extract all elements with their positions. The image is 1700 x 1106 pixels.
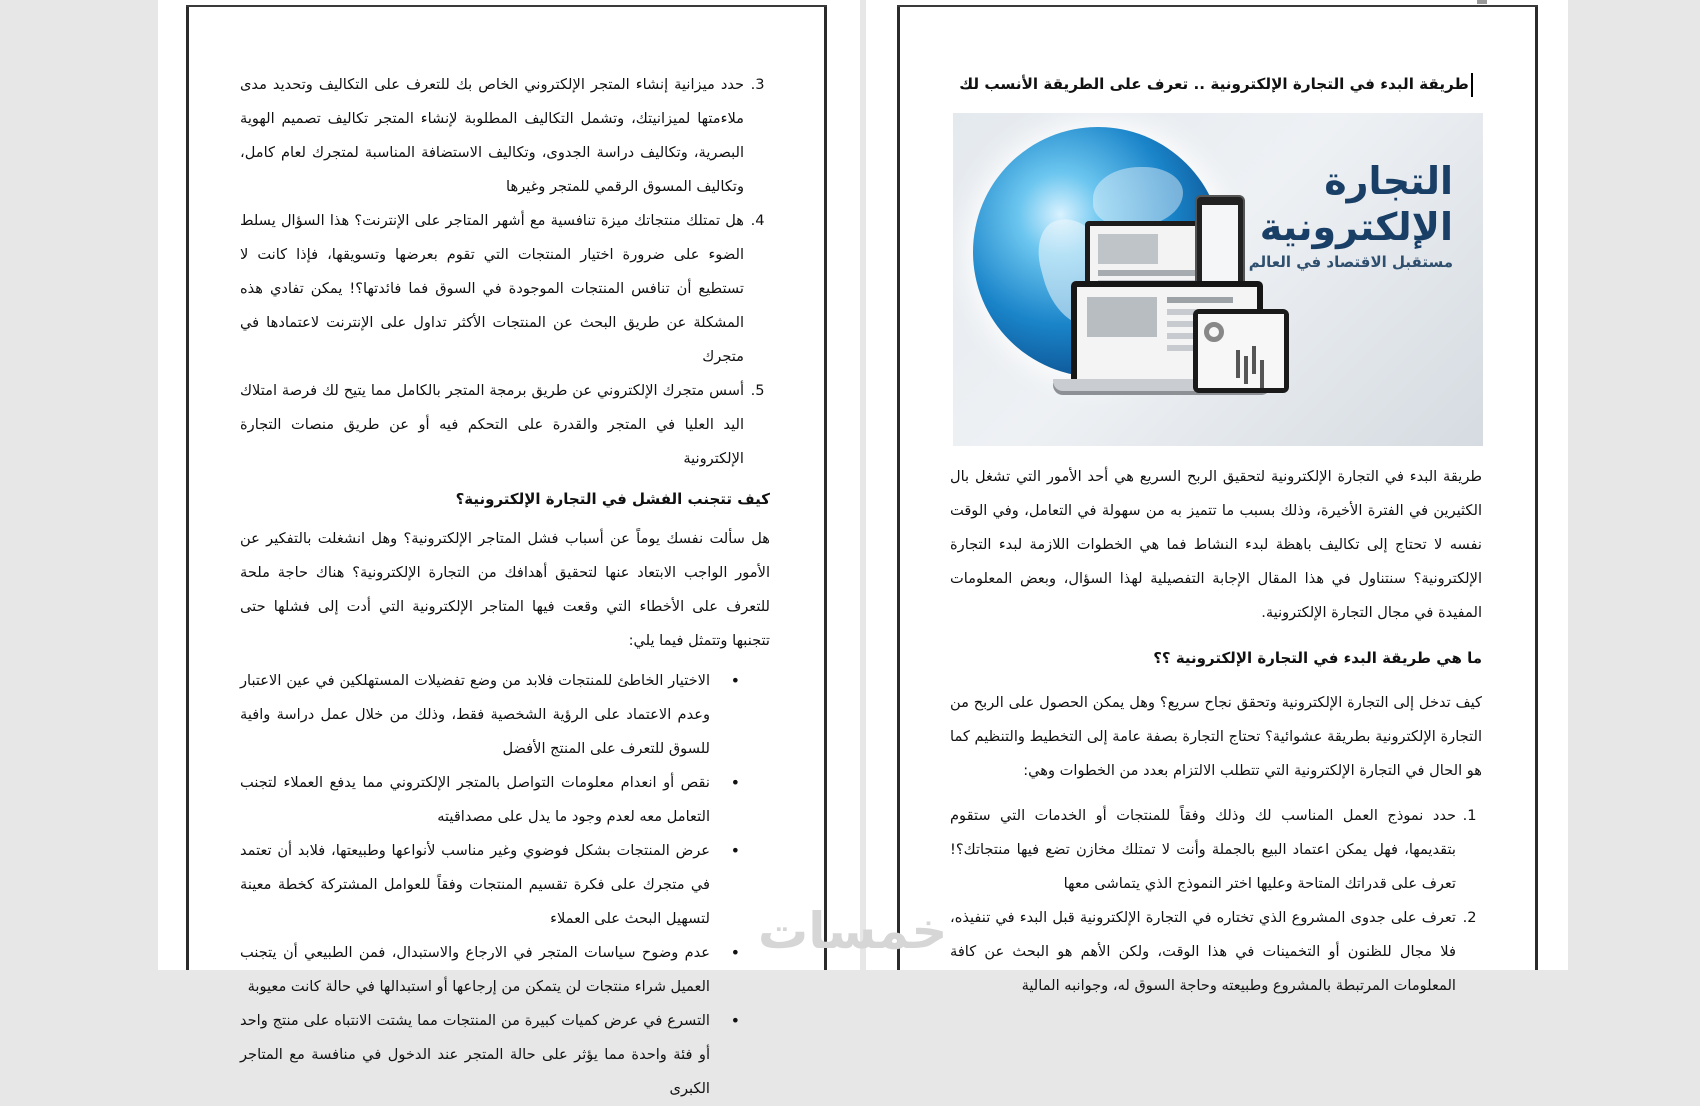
right-page-body (950, 460, 1482, 1003)
left-steps-list (240, 68, 770, 476)
paragraph: كيف تدخل إلى التجارة الإلكترونية وتحقق نجاح سريع؟ وهل يمكن الحصول على الربح من التجارة الإلكترونية بطريقة عشوائية؟ تحتاج التجارة بصفة عامة إلى التخطيط والتنظيم كما هو الحال في التجارة الإلكترونية التي تتطلب الالتزام بعدد من الخطوات وهي: (950, 694, 1482, 779)
left-page-content (240, 68, 770, 1106)
hero-title-line2: الإلكترونية (1259, 205, 1453, 249)
site-watermark: خمسات (758, 902, 948, 960)
left-page-border-right (824, 6, 827, 970)
paragraph: طريقة البدء في التجارة الإلكترونية لتحقيق الربح السريع هي أحد الأمور التي تشغل بال الكثيرين في الفترة الأخيرة، وذلك بسبب ما تتميز به من سهولة في التعامل، وفي الوقت نفسه لا تحتاج إلى تكاليف باهظة لبدء النشاط فما هي الخطوات اللازمة لبدء التجارة الإلكترونية؟ سنتناول في هذا المقال الإجابة التفصيلية لهذا السؤال، وبعض المعلومات المفيدة في مجال التجارة الإلكترونية. (950, 468, 1482, 621)
right-steps-list (950, 799, 1482, 1003)
list-item: • الاختيار الخاطئ للمنتجات فلابد من وضع تفضيلات المستهلكين في عين الاعتبار وعدم الاعتماد على الرؤية الشخصية فقط، وذلك من خلال عمل دراسة وافية للسوق للتعرف على المنتج الأفضل (240, 664, 710, 766)
page-title[interactable] (950, 66, 1482, 102)
hero-title-line1: التجارة (1324, 159, 1453, 203)
list-item: 2. تعرف على جدوى المشروع الذي تختاره في التجارة الإلكترونية قبل البدء في تنفيذه، فلا مجال للظنون أو التخمينات في هذا الوقت، ولكن الأهم هو البحث عن كافة المعلومات المرتبطة بالمشروع وطبيعته وحاجة السوق له، وجوانبه المالية (950, 901, 1458, 1003)
right-page-border-top (897, 5, 1538, 7)
section-heading: ما هي طريقة البدء في التجارة الإلكترونية ؟؟ (1153, 649, 1482, 667)
hero-subtitle: مستقبل الاقتصاد في العالم (1248, 253, 1453, 271)
list-item: 5. أسس متجرك الإلكتروني عن طريق برمجة المتجر بالكامل مما يتيح لك فرصة امتلاك اليد العليا في المتجر والقدرة على التحكم فيه أو عن طريق منصات التجارة الإلكترونية (240, 374, 746, 476)
paragraph: هل سألت نفسك يوماً عن أسباب فشل المتاجر الإلكترونية؟ وهل انشغلت بالتفكير عن الأمور الواجب الابتعاد عنها لتحقيق أهدافك من التجارة الإلكترونية؟ هناك حاجة ملحة للتعرف على الأخطاء التي وقعت فيها المتاجر الإلكترونية التي أدت إلى فشلها حتى تتجنبها وتتمثل فيما يلي: (240, 530, 770, 649)
left-page-border-top (186, 5, 827, 7)
tablet-chart-icon (1193, 309, 1289, 393)
right-page-content (950, 66, 1482, 102)
left-page-border-left (186, 6, 189, 970)
list-item: • نقص أو انعدام معلومات التواصل بالمتجر الإلكتروني مما يدفع العملاء لتجنب التعامل معه لعدم وجود ما يدل على مصداقيته (240, 766, 710, 834)
section-heading: كيف تتجنب الفشل في التجارة الإلكترونية؟ (455, 490, 770, 508)
list-item: • عدم وضوح سياسات المتجر في الارجاع والاستبدال، فمن الطبيعي أن يتجنب العميل شراء منتجات لن يتمكن من إرجاعها أو استبدالها في حالة كانت معيوبة (240, 936, 710, 1004)
list-item: • التسرع في عرض كميات كبيرة من المنتجات مما يشتت الانتباه على منتج واحد أو فئة واحدة مما يؤثر على حالة المتجر عند الدخول في منافسة مع المتاجر الكبرى (240, 1004, 710, 1106)
list-item: 3. حدد ميزانية إنشاء المتجر الإلكتروني الخاص بك للتعرف على التكاليف وتحديد مدى ملاءمتها لميزانيتك، وتشمل التكاليف المطلوبة لإنشاء المتجر تكاليف تصميم الهوية البصرية، وتكاليف دراسة الجدوى، وتكاليف الاستضافة المناسبة لمتجرك لعام كامل، وتكاليف المسوق الرقمي للمتجر وغيرها (240, 68, 746, 204)
right-page-border-left (897, 6, 900, 970)
text-cursor (1471, 73, 1473, 97)
list-item: 4. هل تمتلك منتجاتك ميزة تنافسية مع أشهر المتاجر على الإنترنت؟ هذا السؤال يسلط الضوء على ضرورة اختيار المنتجات التي تقوم بعرضها وتسويقها، فإذا كانت لا تستطيع أن تنافس المنتجات الموجودة في السوق فما فائدتها؟! يمكن تفادي هذه المشكلة عن طريق البحث عن المنتجات الأكثر تداول على الإنترنت لاعتمادها في متجرك (240, 204, 746, 374)
ruler-mark (1477, 0, 1487, 4)
list-item: • عرض المنتجات بشكل فوضوي وغير مناسب لأنواعها وطبيعتها، فلابد أن تعتمد في متجرك على فكرة تقسيم المنتجات وفقاً للعوامل المشتركة كخطة معينة لتسهيل البحث على العملاء (240, 834, 710, 936)
page-title-text: طريقة البدء في التجارة الإلكترونية .. تعرف على الطريقة الأنسب لك (959, 75, 1469, 93)
list-item: 1. حدد نموذج العمل المناسب لك وذلك وفقاً للمنتجات أو الخدمات التي ستقوم بتقديمها، فهل يمكن اعتماد البيع بالجملة وأنت لا تمتلك مخازن تضع فيها منتجاتك؟! تعرف على قدراتك المتاحة وعليها اختر النموذج الذي يتماشى معها (950, 799, 1458, 901)
ecommerce-hero-image (953, 113, 1483, 446)
mistakes-bullet-list (240, 664, 770, 1106)
phone-icon (1195, 195, 1245, 295)
right-page-border-right (1535, 6, 1538, 970)
